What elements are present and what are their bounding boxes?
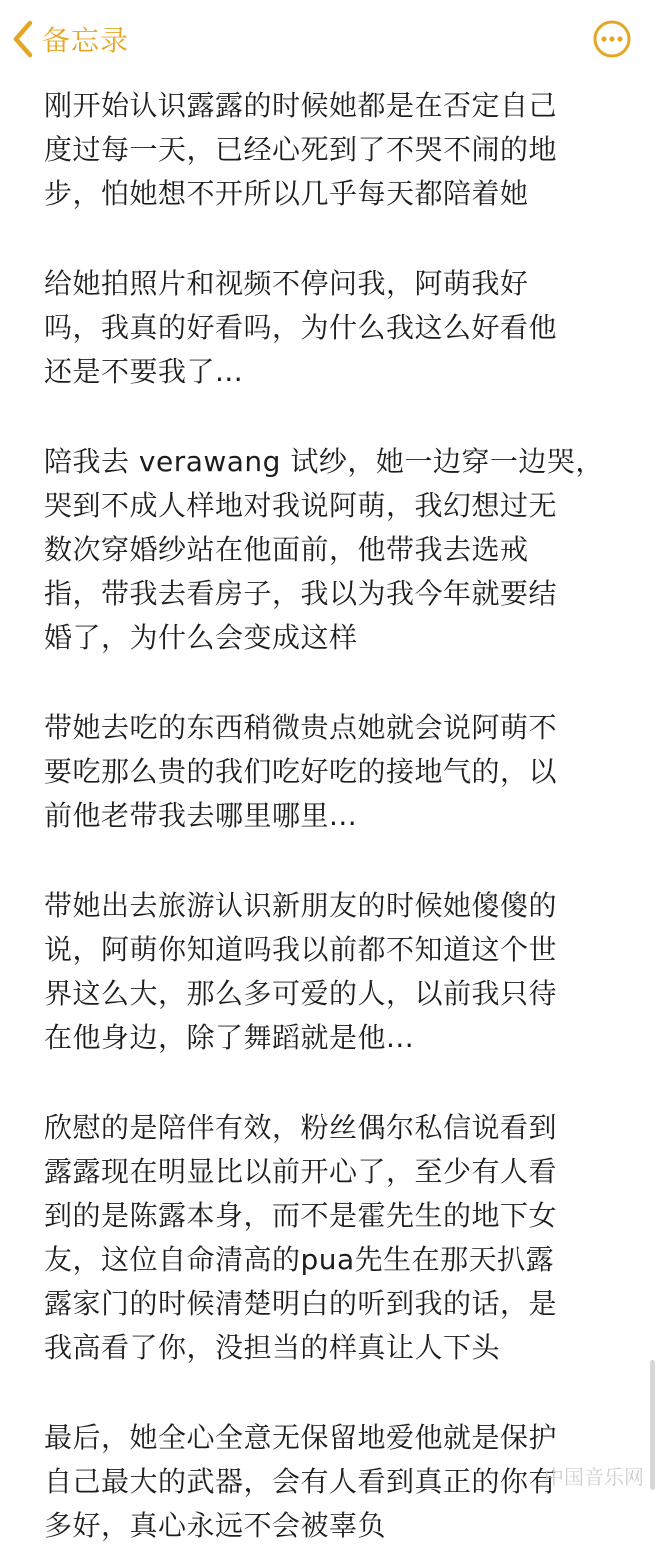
- note-paragraph-7: 最后，她全心全意无保留地爱他就是保护 自己最大的武器，会有人看到真正的你有 多好，真心永远不会被辜负: [44, 1421, 558, 1542]
- note-paragraph-3: 陪我去 verawang 试纱，她一边穿一边哭， 哭到不成人样地对我说阿萌，我幻想过无 数次穿婚纱站在他面前，他带我去选戒 指，带我去看房子，我以为我今年就要结 婚了，为什么会变成这样: [44, 445, 604, 654]
- watermark: 中国音乐网: [544, 1465, 644, 1489]
- back-button-label: 备忘录: [42, 24, 130, 57]
- back-button[interactable]: [10, 16, 129, 62]
- note-body[interactable]: [44, 84, 614, 1548]
- note-paragraph-4: 带她去吃的东西稍微贵点她就会说阿萌不 要吃那么贵的我们吃好吃的接地气的，以 前他老带我去哪里哪里...: [44, 711, 558, 832]
- note-paragraph-5: 带她出去旅游认识新朋友的时候她傻傻的 说，阿萌你知道吗我以前都不知道这个世 界这么大，那么多可爱的人，以前我只待 在他身边，除了舞蹈就是他...: [44, 889, 558, 1054]
- more-options-button[interactable]: [592, 19, 632, 59]
- note-paragraph-2: 给她拍照片和视频不停问我，阿萌我好 吗，我真的好看吗，为什么我这么好看他 还是不要我了...: [44, 267, 558, 388]
- note-paragraph-1: 刚开始认识露露的时候她都是在否定自己 度过每一天，已经心死到了不哭不闹的地 步，怕她想不开所以几乎每天都陪着她: [44, 89, 558, 210]
- ellipsis-circle-icon: [592, 19, 632, 59]
- note-paragraph-6: 欣慰的是陪伴有效，粉丝偶尔私信说看到 露露现在明显比以前开心了，至少有人看 到的是陈露本身，而不是霍先生的地下女 友，这位自命清高的pua先生在那天扒露 露家门的时候清楚明白的听到我的话，是 我高看了你，没担当的样真让人下头: [44, 1111, 558, 1364]
- chevron-left-icon: [10, 19, 36, 59]
- navigation-bar: [0, 0, 660, 84]
- scroll-indicator[interactable]: [650, 1360, 655, 1490]
